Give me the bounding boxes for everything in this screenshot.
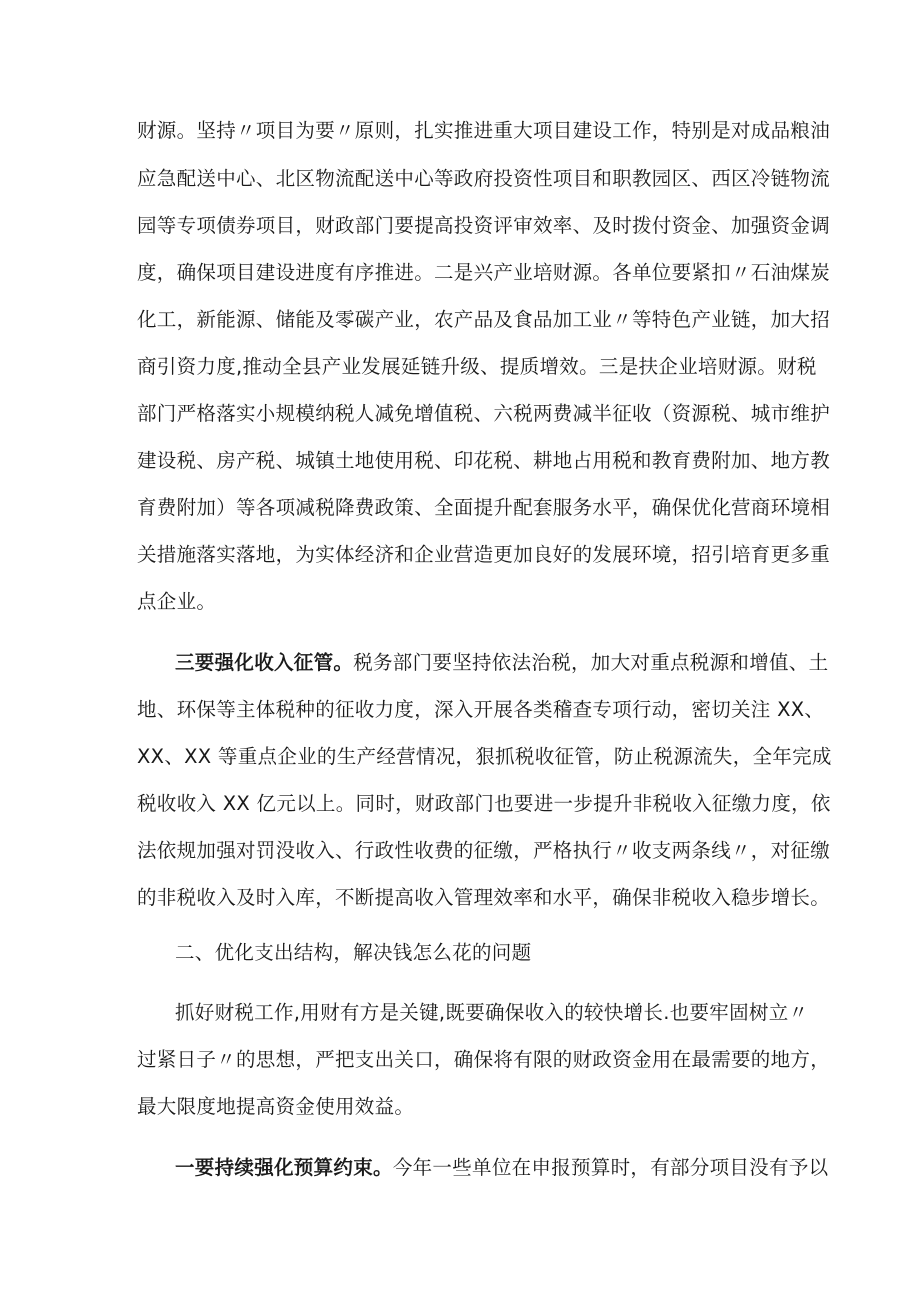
- paragraph-line: 财源。坚持〃项目为要〃原则，扎实推进重大项目建设工作，特别是对成品粮油: [137, 119, 831, 142]
- paragraph-line: 部门严格落实小规模纳税人减免增值税、六税两费减半征收（资源税、城市维护: [137, 402, 831, 425]
- paragraph-line: 关措施落实落地，为实体经济和企业营造更加良好的发展环境，招引培育更多重: [137, 543, 831, 566]
- paragraph-line: 的非税收入及时入库，不断提高收入管理效率和水平，确保非税收入稳步增长。: [137, 886, 831, 909]
- section-text: 今年一些单位在申报预算时，有部分项目没有予以: [392, 1156, 829, 1179]
- section-paragraph-first-line: [175, 651, 828, 675]
- paragraph-line: 法依规加强对罚没收入、行政性收费的征缴，严格执行〃收支两条线〃，对征缴: [137, 839, 831, 862]
- paragraph-line: 税收收入 XX 亿元以上。同时，财政部门也要进一步提升非税收入征缴力度，依: [137, 792, 831, 815]
- paragraph-line: 抓好财税工作,用财有方是关键,既要确保收入的较快增长.也要牢固树立〃: [175, 1001, 809, 1024]
- paragraph-line: XX、XX 等重点企业的生产经营情况，狠抓税收征管，防止税源流失，全年完成: [137, 745, 832, 768]
- paragraph-line: 园等专项债券项目，财政部门要提高投资评审效率、及时拨付资金、加强资金调: [137, 214, 831, 237]
- paragraph-line: 点企业。: [137, 590, 217, 613]
- section-heading: 三要强化收入征管。: [175, 651, 354, 674]
- paragraph-line: 商引资力度,推动全县产业发展延链升级、提质增效。三是扶企业培财源。财税: [137, 355, 817, 378]
- paragraph-line: 地、环保等主体税种的征收力度，深入开展各类稽查专项行动，密切关注 XX、: [137, 698, 825, 721]
- paragraph-line: 度，确保项目建设进度有序推进。二是兴产业培财源。各单位要紧扣〃石油煤炭: [137, 261, 831, 284]
- paragraph-line: 最大限度地提高资金使用效益。: [137, 1095, 415, 1118]
- paragraph-line: 应急配送中心、北区物流配送中心等政府投资性项目和职教园区、西区冷链物流: [137, 167, 831, 190]
- paragraph-line: 育费附加）等各项减税降费政策、全面提升配套服务水平，确保优化营商环境相: [137, 496, 831, 519]
- paragraph-line: 化工，新能源、储能及零碳产业，农产品及食品加工业〃等特色产业链，加大招: [137, 308, 831, 331]
- section-paragraph-first-line: [175, 1156, 828, 1180]
- section-heading: 一要持续强化预算约束。: [175, 1156, 393, 1179]
- section-heading-2: 二、优化支出结构，解决钱怎么花的问题: [175, 941, 532, 964]
- paragraph-line: 过紧日子〃的思想，严把支出关口，确保将有限的财政资金用在最需要的地方，: [137, 1048, 831, 1071]
- section-text: 税务部门要坚持依法治税，加大对重点税源和增值、土: [353, 651, 829, 674]
- paragraph-line: 建设税、房产税、城镇土地使用税、印花税、耕地占用税和教育费附加、地方教: [137, 449, 831, 472]
